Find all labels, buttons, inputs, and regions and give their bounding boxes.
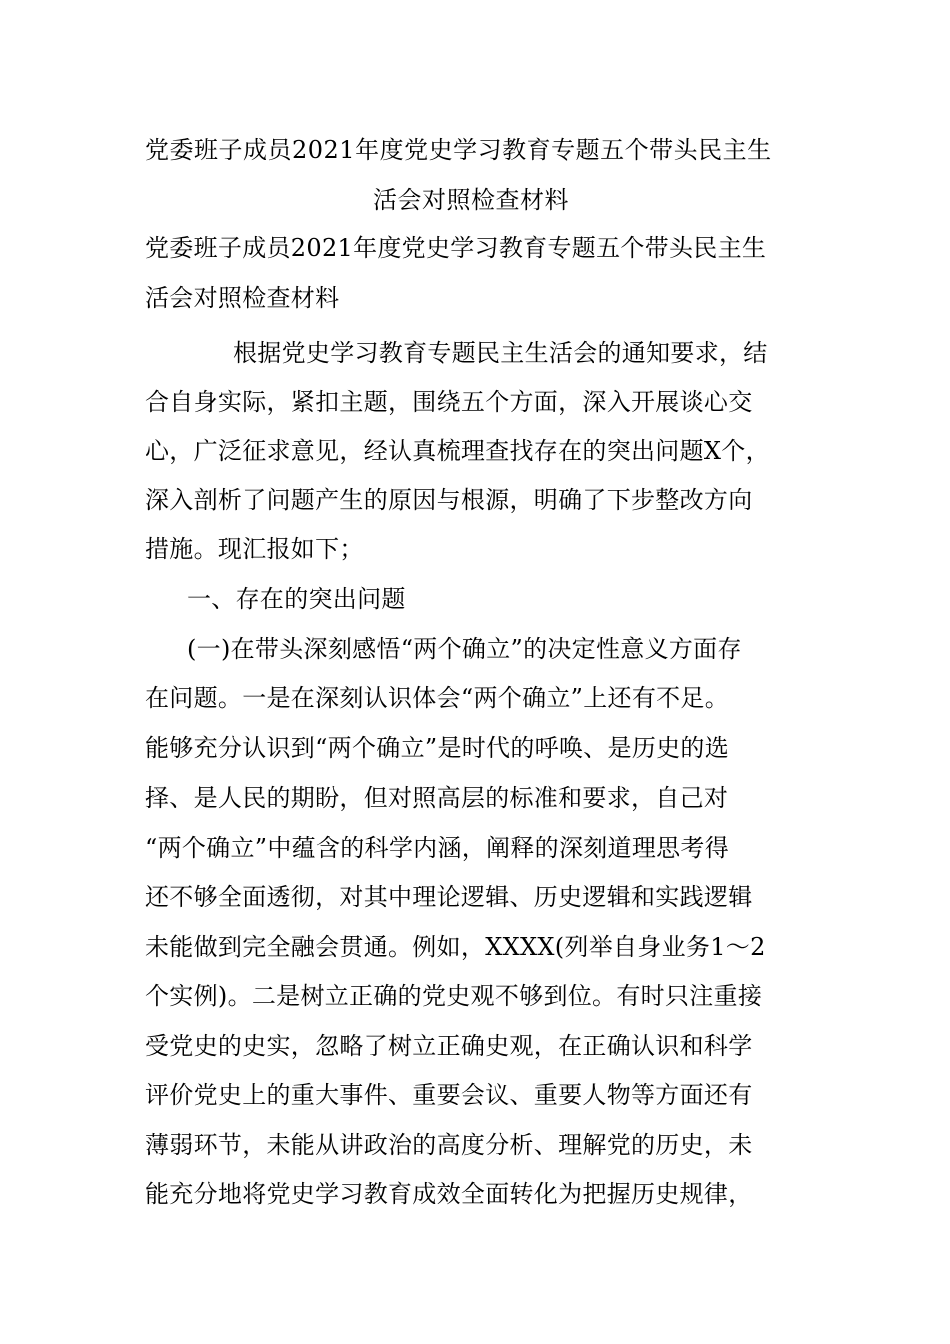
paragraph-line: 评价党史上的重大事件、重要会议、重要人物等方面还有 (145, 1081, 753, 1109)
document-subtitle-line-1: 党委班子成员2021年度党史学习教育专题五个带头民主生 (145, 234, 767, 262)
paragraph-line: 深入剖析了问题产生的原因与根源，明确了下步整改方向 (145, 486, 753, 514)
paragraph-line: 措施。现汇报如下； (145, 535, 364, 563)
paragraph-line: 心，广泛征求意见，经认真梳理查找存在的突出问题X个， (145, 437, 770, 465)
paragraph-line: 未能做到完全融会贯通。例如，XXXX(列举自身业务1～2 (145, 933, 766, 961)
paragraph-line: 能够充分认识到“两个确立”是时代的呼唤、是历史的选 (145, 734, 730, 762)
paragraph-line: 根据党史学习教育专题民主生活会的通知要求，结 (233, 339, 768, 367)
paragraph-line: “两个确立”中蕴含的科学内涵，阐释的深刻道理思考得 (145, 834, 730, 862)
paragraph-line: 薄弱环节，未能从讲政治的高度分析、理解党的历史，未 (145, 1131, 753, 1159)
paragraph-line: 在问题。一是在深刻认识体会“两个确立”上还有不足。 (145, 684, 730, 712)
paragraph-line: 合自身实际，紧扣主题，围绕五个方面，深入开展谈心交 (145, 388, 753, 416)
paragraph-line: 能充分地将党史学习教育成效全面转化为把握历史规律， (145, 1180, 753, 1208)
paragraph-line: 个实例)。二是树立正确的党史观不够到位。有时只注重接 (145, 982, 763, 1010)
section-heading: 一、存在的突出问题 (187, 585, 406, 613)
document-title-line-1: 党委班子成员2021年度党史学习教育专题五个带头民主生 (145, 136, 772, 164)
paragraph-line: 还不够全面透彻，对其中理论逻辑、历史逻辑和实践逻辑 (145, 883, 753, 911)
paragraph-line: 受党史的史实，忽略了树立正确史观，在正确认识和科学 (145, 1032, 753, 1060)
document-title-line-2: 活会对照检查材料 (373, 186, 569, 214)
document-subtitle-line-2: 活会对照检查材料 (145, 284, 340, 312)
paragraph-line: 择、是人民的期盼，但对照高层的标准和要求，自己对 (145, 784, 729, 812)
paragraph-line: (一)在带头深刻感悟“两个确立”的决定性意义方面存 (187, 635, 742, 663)
